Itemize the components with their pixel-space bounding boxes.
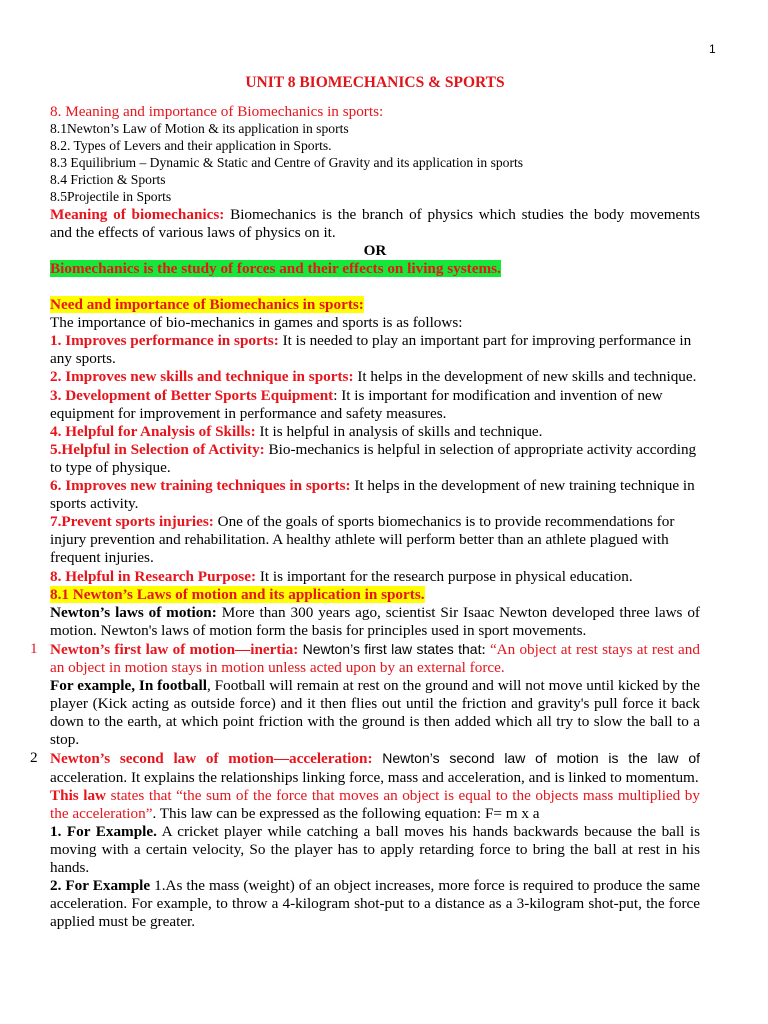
importance-point: 6. Improves new training techniques in sports: It helps in the development of new training technique in sports activity. xyxy=(50,477,695,513)
document-body xyxy=(30,74,701,931)
alt-definition-line xyxy=(50,260,700,278)
toc-item: 8.3 Equilibrium – Dynamic & Static and Centre of Gravity and its application in sports xyxy=(50,155,524,170)
importance-point: 5.Helpful in Selection of Activity: Bio-mechanics is helpful in selection of appropriate activity according to type of physique. xyxy=(50,440,697,476)
importance-point: 1. Improves performance in sports: It is needed to play an important part for improving performance in any sports. xyxy=(50,332,692,368)
importance-point: 8. Helpful in Research Purpose: It is important for the research purpose in physical education. xyxy=(50,567,633,585)
second-law: 2 Newton’s second law of motion—acceleration: Newton’s second law of motion is the law of acceleration. It explains the relationships linking force, mass and acceleration, and is linked to momentum. This law states that “the sum of the force that moves an object is equal to the objects mass multiplied by the acceleration”. This law can be expressed as the following equation: F= m x a 1. For Example. A cricket player while catching a ball moves his hands backwards because the ball is moving with a certain velocity, So the player has to apply retarding force to bring the ball at rest in his hands. 2. For Example 1.As the mass (weight) of an object increases, more force is required to produce the same acceleration. For example, to throw a 4-kilogram shot-put to a distance as a 3-kilogram shot-put, the force applied must be greater. xyxy=(30,749,701,931)
toc-heading: 8. Meaning and importance of Biomechanics in sports: xyxy=(50,103,384,121)
second-law-number: 2 xyxy=(30,749,38,767)
importance-point: 7.Prevent sports injuries: One of the goals of sports biomechanics is to provide recommendations for injury prevention and rehabilitation. A healthy athlete will perform better than an athlete plagued with frequent injuries. xyxy=(50,513,675,567)
importance-point: 4. Helpful for Analysis of Skills: It is helpful in analysis of skills and technique. xyxy=(50,422,543,440)
toc-item: 8.2. Types of Levers and their application in Sports. xyxy=(50,138,332,154)
importance-point: 3. Development of Better Sports Equipment: It is important for modification and invention of new equipment for improvement in performance and safety measures. xyxy=(50,386,663,422)
toc-item: 8.4 Friction & Sports xyxy=(50,171,166,187)
second-law-example-2: 2. For Example 1.As the mass (weight) of an object increases, more force is required to produce the same acceleration. For example, to throw a 4-kilogram shot-put to a distance as a 3-kilogram shot-put, the force applied must be greater. xyxy=(50,877,701,931)
importance-heading-line xyxy=(50,296,700,314)
meaning-paragraph xyxy=(50,206,700,242)
page-number: 1 xyxy=(709,42,716,56)
toc-item: 8.5Projectile in Sports xyxy=(50,188,172,204)
toc-item: 8.1Newton’s Law of Motion & its application in sports xyxy=(50,121,349,137)
alt-definition: Biomechanics is the study of forces and their effects on living systems. xyxy=(50,260,501,277)
meaning-label: Meaning of biomechanics: xyxy=(50,205,225,223)
first-law-number: 1 xyxy=(30,639,38,657)
first-law: 1 Newton’s first law of motion—inertia: Newton’s first law states that: “An object at rest stays at rest and an object in motion stays in motion unless acted upon by an external force. For example, In football, Football will remain at rest on the ground and will not move until kicked by the player (Kick acting as outside force) and it then flies out until the friction and gravity's pull force it back down to the earth, at which point friction with the ground is then added which all try to slow the ball to a stop. xyxy=(30,639,700,749)
meaning-text: Biomechanics is the branch of physics which studies the body movements and the effects of various laws of physics on it. xyxy=(50,205,700,241)
newton-heading: 8.1 Newton’s Laws of motion and its application in sports. xyxy=(50,585,425,603)
second-law-example-1: 1. For Example. A cricket player while catching a ball moves his hands backwards because the ball is moving with a certain velocity, So the player has to apply retarding force to bring the ball at rest in his hands. xyxy=(50,822,700,876)
first-law-example: For example, In football, Football will remain at rest on the ground and will not move until kicked by the player (Kick acting as outside force) and it then flies out until the friction and gravity's pull force it back down to the earth, at which point friction with the ground is then added which all try to slow the ball to a stop. xyxy=(50,677,700,749)
or-separator: OR xyxy=(363,241,387,259)
importance-point: 2. Improves new skills and technique in sports: It helps in the development of new skills and technique. xyxy=(50,368,697,386)
newton-heading-line xyxy=(50,586,700,604)
importance-heading: Need and importance of Biomechanics in sports: xyxy=(50,296,364,314)
newton-intro: Newton’s laws of motion: More than 300 years ago, scientist Sir Isaac Newton developed three laws of motion. Newton's laws of motion form the basis for principles used in sport movements. xyxy=(50,603,700,639)
second-law-statement: This law states that “the sum of the force that moves an object is equal to the objects mass multiplied by the acceleration”. This law can be expressed as the following equation: F= m x a xyxy=(50,786,700,822)
importance-intro: The importance of bio-mechanics in games and sports is as follows: xyxy=(50,314,463,332)
page-title: UNIT 8 BIOMECHANICS & SPORTS xyxy=(245,74,505,91)
